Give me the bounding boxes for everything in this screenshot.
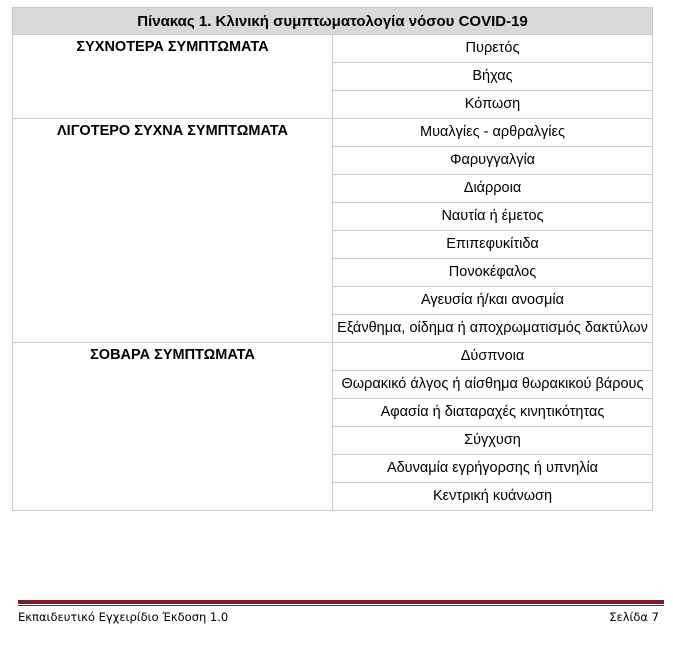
category-less-common: ΛΙΓΟΤΕΡΟ ΣΥΧΝΑ ΣΥΜΠΤΩΜΑΤΑ — [13, 119, 333, 343]
symptom-cell: Κεντρική κυάνωση — [333, 483, 653, 511]
symptom-cell: Βήχας — [333, 63, 653, 91]
category-common: ΣΥΧΝΟΤΕΡΑ ΣΥΜΠΤΩΜΑΤΑ — [13, 35, 333, 119]
symptom-cell: Επιπεφυκίτιδα — [333, 231, 653, 259]
category-severe: ΣΟΒΑΡΑ ΣΥΜΠΤΩΜΑΤΑ — [13, 343, 333, 511]
table-title: Πίνακας 1. Κλινική συμπτωματολογία νόσου COVID-19 — [13, 8, 653, 35]
symptom-cell: Δύσπνοια — [333, 343, 653, 371]
symptom-cell: Φαρυγγαλγία — [333, 147, 653, 175]
symptoms-table-container — [12, 7, 653, 511]
table-row — [13, 119, 653, 147]
symptom-cell: Ναυτία ή έμετος — [333, 203, 653, 231]
footer-divider-thin — [18, 605, 664, 606]
symptom-cell: Αδυναμία εγρήγορσης ή υπνηλία — [333, 455, 653, 483]
symptom-cell: Αγευσία ή/και ανοσμία — [333, 287, 653, 315]
footer-document-title: Εκπαιδευτικό Εγχειρίδιο Έκδοση 1.0 — [18, 610, 229, 624]
symptom-cell: Πονοκέφαλος — [333, 259, 653, 287]
symptom-cell: Διάρροια — [333, 175, 653, 203]
footer-page-number: Σελίδα 7 — [609, 610, 659, 624]
symptom-cell: Μυαλγίες - αρθραλγίες — [333, 119, 653, 147]
table-row — [13, 35, 653, 63]
symptom-cell: Θωρακικό άλγος ή αίσθημα θωρακικού βάρους — [333, 371, 653, 399]
table-body — [13, 35, 653, 511]
symptoms-table — [12, 7, 653, 511]
table-title-row — [13, 8, 653, 35]
symptom-cell: Κόπωση — [333, 91, 653, 119]
table-row — [13, 343, 653, 371]
symptom-cell: Πυρετός — [333, 35, 653, 63]
symptom-cell: Εξάνθημα, οίδημα ή αποχρωματισμός δακτύλων — [333, 315, 653, 343]
symptom-cell: Αφασία ή διαταραχές κινητικότητας — [333, 399, 653, 427]
footer-divider — [18, 600, 664, 604]
symptom-cell: Σύγχυση — [333, 427, 653, 455]
